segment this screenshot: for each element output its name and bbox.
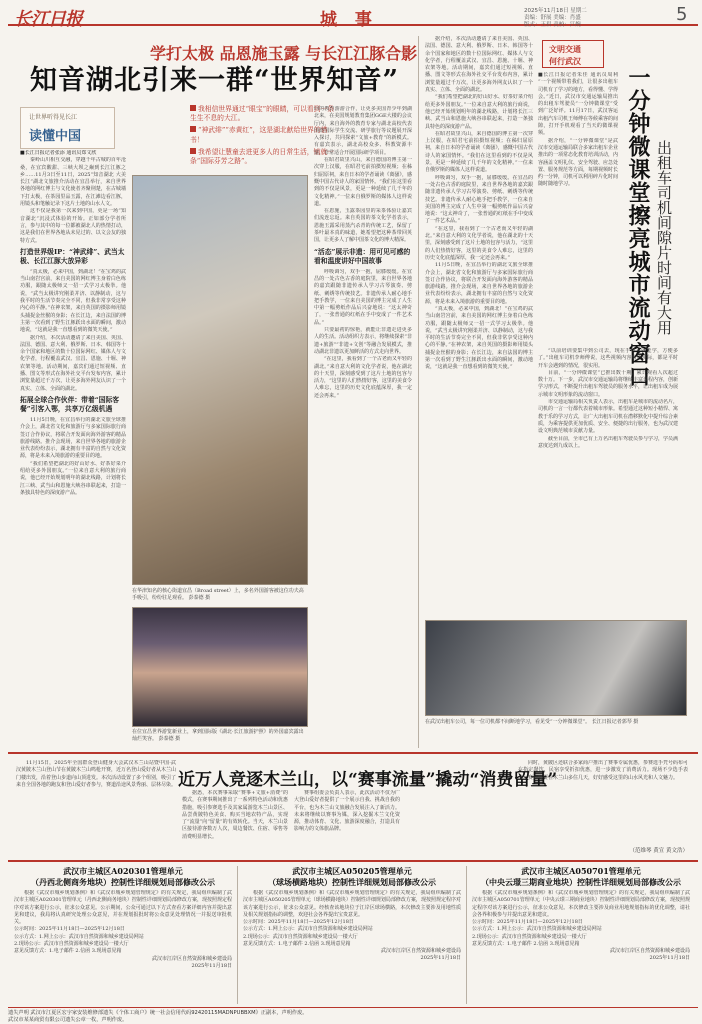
column-text-1 bbox=[538, 72, 618, 347]
subhead: 打造世界级IP：“神武绯”、武当太极、长江江豚大放异彩 bbox=[20, 247, 125, 265]
paragraph: 在恩施，玉露茶园里的采茶体验让嘉宾们流连忘返。来自英国的茶文化学者表示，恩施玉露采用蒸汽杀青的传统工艺，保留了茶叶最本真的味道，她希望把这种茶带回英国，让更多人了解中国茶文化的博大精深。 bbox=[314, 208, 412, 244]
notice-title: 武汉市主城区A020301管理单元 （丹西北侧商务地块）控制性详细规划局部修改公示 bbox=[31, 866, 215, 887]
paragraph: “在这里，我看到了一个古老而又年轻的湖北。”来自意大利的文化学者说，他在湖北的十天里，深刻感受到了这片土地的包容与活力，“这里的人们热情好客，这里的美食令人难忘，这里的历史文化底蕴深厚，我一定还会再来。” bbox=[314, 356, 412, 399]
header-meta bbox=[524, 8, 587, 29]
badge-line-2: 读懂中国 bbox=[29, 129, 82, 144]
notice-org: 武汉市江岸区自然资源和城乡建设局 bbox=[609, 948, 690, 955]
news2-headline: 近万人竞逐木兰山，以“赛事流量”撬动“消费留量” bbox=[178, 770, 558, 790]
paragraph: 同的教育游游合作，让更多美国青少年到湖北来，在美国规划教育集团GGE大楼的会议厅内，来自海外的教育专家与湖北高校代表围绕国际学生交流、研学旅行等议题展开深入探讨，共同探索“文旅+教育”的新模式。有嘉宾表示，湖北高校众多、科教资源丰富，非常适合开展国际研学项目。 bbox=[314, 106, 412, 156]
paragraph: 11月5日晚，在宜昌举行的湖北文旅全球推介会上，湖北省文化和旅游厅与多家国际旅行商签订合作协议，将联合开发面向海外游客的精品旅游线路。推介会现场，来自世界各地的旅游企业代表纷纷表示，湖北拥有丰富的自然与文化资源，将是未来入境旅游的重要目的地。 bbox=[20, 416, 126, 460]
photo-passport bbox=[132, 607, 308, 727]
classified-footer bbox=[8, 1007, 698, 1021]
notice-date: 2025年11月18日 bbox=[420, 955, 461, 962]
editors-2: 版式：王眉 责校：江婉 bbox=[524, 22, 581, 28]
photo-kungfu bbox=[132, 175, 308, 585]
notice-body: 根据《武汉市城乡规划条例》和《武汉市城乡规划管理规定》的有关规定，我局组织编制了武汉市主城区A050701管理单元（中央云璟三期商业地块）控制性详细规划局部修改方案，现按照规定程序对该方案进行公示，征求公众意见。本次修改主要涉及商业用地规划指标的优化调整，请社会各界积极参与并提出意见和建议。 bbox=[472, 890, 690, 918]
highlight-quote: 我相信世界通过“眼宝”的眼睛，可以看到一条生生不息的大江。 bbox=[190, 105, 335, 123]
bullet-icon bbox=[190, 105, 196, 111]
news2-col-1 bbox=[16, 760, 176, 856]
column-divider bbox=[418, 36, 419, 748]
column-text-2 bbox=[538, 348, 678, 616]
bullet-icon bbox=[190, 148, 196, 154]
paragraph: 截至目前，全市已有上万名出租车驾驶员参与学习，学员满意度达到九成以上。 bbox=[538, 435, 678, 449]
news2-author: （范维琴 黄宣 黄文浩） bbox=[629, 848, 688, 854]
subhead: 拓展全球合作伙伴：带着“国际客餐”引客入鄂，共享万亿级机遇 bbox=[20, 395, 120, 413]
paragraph: 11月5日晚，在宜昌举行的湖北文旅全球推介会上，湖北省文化和旅游厅与多家国际旅行商签订合作协议，将联合开发面向海外游客的精品旅游线路。推介会现场，来自世界各地的旅游企业代表纷纷表示，湖北拥有丰富的自然与文化资源，将是未来入境旅游的重要目的地。 bbox=[425, 262, 533, 305]
bullet-icon bbox=[190, 126, 196, 132]
column-badge bbox=[20, 107, 115, 149]
column-divider bbox=[466, 866, 467, 1004]
page-number: 5 bbox=[676, 4, 688, 25]
lead-col-1 bbox=[20, 150, 126, 744]
editors: 责编：舒展 美编：肖盛 bbox=[524, 15, 581, 21]
paragraph: 目前，“一分钟微课堂”已推出数十期，累计观看人次超过数十万。下一步，武汉市交通运输局将继续丰富课程内容，创新学习形式，不断提升出租车驾驶员的服务水平，让出租车成为展示城市文明形象的流动窗口。 bbox=[538, 369, 678, 398]
paragraph: 同时，黄陂区还联合多家商户推出了赛事专属优惠，参赛选手凭号码布可在指定餐饮、民宿享受折扣优惠，进一步激发了消费活力。现场不少选手表示，赛后还要在木兰山多住几天，好好感受这里的山水风光和人文魅力。 bbox=[518, 760, 688, 781]
paragraph: ■长江日报记者朱佳 通讯员周利 “一个视频带着我们，让很多出租车司机有了学习的地方，看得懂、学得会。”近日，武汉市交通运输局推出的出租车驾驶员“一分钟微课堂”受到广泛好评。11月17日，武汉客运出租汽车司机王师傅在等候乘客的间隙，打开手机观看了当天的微课视频。 bbox=[538, 72, 618, 137]
column-divider bbox=[237, 866, 238, 1004]
paragraph: 只要最初的惊艳，就能让非遗走进更多人的生活。活动组织方表示，将继续探索“非遗+旅游”“非遗+文创”等融合发展模式，推动湖北非遗以更加鲜活的方式走向世界。 bbox=[314, 327, 412, 355]
badge-line-1: 文明交通 bbox=[549, 44, 581, 54]
paragraph: “真太极，必来中国，到湖北！”在宝鸡的武当山南岩宫前，来自美国的网红博主身着白色练功服，跟随太极师父一招一式学习太极拳。他说，“武当太极讲究刚柔并济、以静制动，这与我平时的生活节奏完全不同，但我非常享受这种内心的平静。”在神农架，来自英国的摄影师用镜头捕捉金丝猴的身影；在长江边，来自法国的博主第一次看到了野生江豚跃出水面的瞬间，激动地说，“这就是我一直想看到的微笑天使。” bbox=[20, 268, 126, 334]
paragraph: “我们希望把湖北的好山好水、好茶好菜介绍给更多外国朋友。”一位来自意大利的旅行商说，他已经开始规划明年的湖北线路，计划将长江三峡、武当山和恩施大峡谷串联起来，打造一条独具特色的深度游产品。 bbox=[425, 94, 533, 130]
photo-caption: 在武汉出租车公司，每一位司机都不间断地学习，看见受“一分钟微课堂”。 长江日报记者郭琴 摄 bbox=[425, 719, 639, 725]
paragraph: 这不仅是我第一次来到中国，更是一场“知音湖北”沉浸式体验的开始。正如部分学者所言，参与其中的每一位都被湖北人的热情打动，这是我们在世界各地从未见过的、以文会友的独特方式。 bbox=[20, 208, 126, 244]
dateline: ■长江日报记者张添 通讯员郑文欣 bbox=[20, 150, 97, 156]
paragraph: 据介绍，本次活动邀请了来自美国、英国、法国、德国、意大利、俄罗斯、日本、韩国等十余个国家和地区的数十位国际网红、媒体人与文化学者，行程覆盖武汉、宜昌、恩施、十堰、神农架等地。活动期间，嘉宾们通过短视频、直播、图文等形式在海外社交平台发布内容，累计浏览量超过千万次，让更多海外网友认识了一个真实、立体、全面的湖北。 bbox=[20, 334, 126, 392]
notice-body: 根据《武汉市城乡规划条例》和《武汉市城乡规划管理规定》的有关规定，我局组织编制了武汉市主城区A050205管理单元（球场横路地块）控制性详细规划局部修改方案，现按照规定程序对该方案进行公示，征求公众意见。经核查该地块位于江岸区球场横路，本次修改主要涉及用地性质及相关规划指标的调整，欢迎社会各界提出宝贵意见。 bbox=[243, 890, 461, 918]
notice-title: 武汉市主城区A050205管理单元 （球场横路地块）控制性详细规划局部修改公示 bbox=[268, 866, 436, 887]
paragraph: 市交通运输局相关负责人表示，出租车是城市的流动名片，司机的一言一行都代表着城市形象。希望通过这种短小精悍、寓教于乐的学习方式，让广大出租车司机在潜移默化中提升综合素质，为乘客提供更加优质、安全、便捷的出行服务，也为武汉建设文明典范城市贡献力量。 bbox=[538, 399, 678, 435]
paragraph: 11月15日，2025年全国群众登山健身大会武汉木兰山站暨中国·武汉黄陂木兰山登山节在黄陂木兰山鸣枪开赛，近万名登山爱好者从木兰山门楼出发，沿着登山步道向山顶进发。本次活动设置了多个组别，吸引了来自全国各地的跑友和登山爱好者参与，赛道沿途风景秀丽、层林尽染。 bbox=[16, 760, 176, 788]
paragraph: “以前培训要集中到公司去，现在手机上就能学，方便多了。”出租车司机李师傅说，这些视频内容贴近实际，都是平时开车会遇到的情况，很实用。 bbox=[538, 348, 678, 369]
paragraph: 在昭君故里兴山，来自德国的博主第一次穿上汉服，在昭君宅前拍摄短视频；在秭归屈原祠，来自日本的学者诵读《离骚》，感慨中国古代诗人的家国情怀。“我们在这里看到的不仅是风景，更是一种延续了几千年的文化精神。”一位来自俄罗斯的媒体人这样说道。 bbox=[425, 130, 533, 174]
paragraph: “真太极，必来中国，到湖北！”在宝鸡的武当山南岩宫前，来自美国的网红博主身着白色练功服，跟随太极师父一招一式学习太极拳。他说，“武当太极讲究刚柔并济、以静制动，这与我平时的生活节奏完全不同，但我非常享受这种内心的平静。”在神农架，来自英国的摄影师用镜头捕捉金丝猴的身影；在长江边，来自法国的博主第一次看到了野生江豚跃出水面的瞬间，激动地说，“这就是我一直想看到的微笑天使。” bbox=[425, 305, 533, 371]
notice-details: 公示时间：2025年11月18日—2025年12月18日 公示方式：1.网上公示：武汉市自然资源和城乡建设局网站 2.现场公示：武汉市自然资源和城乡建设局一楼大厅 意见反馈方式：1.电子邮件 2.信函 3.现场意见箱 bbox=[14, 926, 144, 955]
photo-caption: 在位宜昌世界游览新业上，拿到国际版《湖北·长江旅游护照》的外国嘉宾露出灿烂笑容。 彭泰德 摄 bbox=[132, 729, 304, 742]
notice-2 bbox=[243, 866, 461, 1004]
photo-taxi-drivers bbox=[425, 620, 687, 716]
column-subheadline: 出租车司机间隙片时间有大用 bbox=[655, 140, 673, 335]
paragraph: 据介绍，本次活动邀请了来自美国、英国、法国、德国、意大利、俄罗斯、日本、韩国等十余个国家和地区的数十位国际网红、媒体人与文化学者，行程覆盖武汉、宜昌、恩施、十堰、神农架等地。活动期间，嘉宾们通过短视频、直播、图文等形式在海外社交平台发布内容，累计浏览量超过千万次，让更多海外网友认识了一个真实、立体、全面的湖北。 bbox=[425, 36, 533, 94]
notice-org: 武汉市江岸区自然资源和城乡建设局 bbox=[380, 948, 461, 955]
badge-line-2: 何行武汉 bbox=[549, 56, 581, 66]
lead-subtitle: 学打太极 品恩施玉露 与长江江豚合影 bbox=[150, 44, 418, 63]
notice-date: 2025年11月18日 bbox=[649, 955, 690, 962]
paragraph: “在这里，我看到了一个古老而又年轻的湖北。”来自意大利的文化学者说，他在湖北的十天里，深刻感受到了这片土地的包容与活力，“这里的人们热情好客，这里的美食令人难忘，这里的历史文化底蕴深厚，我一定还会再来。” bbox=[425, 225, 533, 261]
newspaper-logo: 长江日报 bbox=[14, 9, 82, 30]
section-divider bbox=[8, 752, 698, 754]
notice-3 bbox=[472, 866, 690, 1004]
paragraph: 赛事组委会负责人表示，此次活动不仅为广大登山爱好者提供了一个展示自我、挑战自我的平台，也为木兰山文旅融合发展注入了新活力。未来将继续以赛事为媒，深入挖掘木兰文化资源，推动体育、文化、旅游深度融合，打造具有影响力的文体旅品牌。 bbox=[294, 790, 400, 833]
notice-org: 武汉市江岸区自然资源和城乡建设局 bbox=[151, 955, 232, 962]
badge-line-1: 让世界听得见长江 bbox=[29, 114, 78, 121]
notice-title: 武汉市主城区A050701管理单元 （中央云璟三期商业地块）控制性详细规划局部修改公示 bbox=[481, 866, 681, 887]
section-divider bbox=[8, 860, 698, 862]
lead-col-3 bbox=[314, 106, 412, 746]
paragraph: 据介绍，“一分钟微课堂”是武汉市交通运输局联合多家出租车企业推出的一项常态化教育培训活动，内容涵盖文明礼仪、安全驾驶、应急处置、服务规范等方面，每期视频时长约一分钟，司机可以利用碎片化时间随时随地学习。 bbox=[538, 137, 618, 188]
photo-caption: 在华津知名的核心街道宜昌（Broad street）上，多名外国游客被这位功夫高手吸引，纷纷驻足观看。 彭泰德 摄 bbox=[132, 588, 304, 601]
paragraph: 呼吸调匀，双手一抱，屈膝缓缓。在宜昌的一处古色古香的庭院里，来自世界各地的嘉宾跟随非遗传承人学习古琴演奏、剪纸、刺绣等传统技艺。非遗传承人耐心地手把手教学，一位来自美国的博主完成了人生中第一幅剪纸作品后兴奋地说：“这太神奇了，一张普通的红纸在手中变成了一件艺术品。” bbox=[425, 174, 533, 225]
paragraph: 据悉，本次赛事采取“赛事+文旅+消费”的模式，在赛事期间推出了一系列特色活动和优惠措施，吸引参赛选手及其家属游览木兰山景区、品尝黄陂特色美食、购买当地农特产品，实现了“流量”向“留量”的有效转化。当天，木兰山景区接待游客数万人次，周边餐饮、住宿、零售等消费明显增长。 bbox=[182, 790, 288, 840]
highlight-quote: “神武绯”“赤黄红”，这是湖北献给世界的惜书！ bbox=[190, 126, 328, 144]
notice-date: 2025年11月18日 bbox=[191, 962, 232, 969]
paragraph: 在昭君故里兴山，来自德国的博主第一次穿上汉服，在昭君宅前拍摄短视频；在秭归屈原祠，来自日本的学者诵读《离骚》，感慨中国古代诗人的家国情怀。“我们在这里看到的不仅是风景，更是一种延续了几千年的文化精神。”一位来自俄罗斯的媒体人这样说道。 bbox=[314, 157, 412, 207]
notice-1 bbox=[14, 866, 232, 1004]
notice-details: 公示时间：2025年11月18日—2025年12月18日 公示方式：1.网上公示：武汉市自然资源和城乡建设局网站 2.现场公示：武汉市自然资源和城乡建设局一楼大厅 意见反馈方式：1.电子邮件 2.信函 3.现场意见箱 bbox=[243, 919, 373, 948]
news2-body bbox=[182, 790, 512, 856]
section-title: 城 事 bbox=[320, 10, 378, 30]
masthead bbox=[8, 4, 698, 30]
column-badge-civil bbox=[542, 40, 604, 68]
notice-details: 公示时间：2025年11月18日—2025年12月18日 公示方式：1.网上公示：武汉市自然资源和城乡建设局网站 2.现场公示：武汉市自然资源和城乡建设局一楼大厅 意见反馈方式：1.电子邮件 2.信函 3.现场意见箱 bbox=[472, 919, 602, 948]
column-text-left bbox=[425, 36, 533, 616]
footer-notice: 遗失声明 武汉市江夏区宏宇家安装维修部遗失《个体工商户》统一社会信用代码92420115MADNPUBBXM》正副本，声明作废。 武汉市某某商贸有限公司遗失公章一枚，声明作废。 bbox=[8, 1010, 308, 1023]
issue-date: 2025年11月18日 星期二 bbox=[524, 8, 587, 14]
paragraph: “我们希望把湖北的好山好水、好茶好菜介绍给更多外国朋友。”一位来自意大利的旅行商说，他已经开始规划明年的湖北线路，计划将长江三峡、武当山和恩施大峡谷串联起来，打造一条独具特色的深度游产品。 bbox=[20, 460, 126, 496]
highlight-quote: 我希望让慧童去进更多人的日常生活，铺就一条“国际芬芳之路”。 bbox=[190, 147, 334, 166]
subhead: “活态”展示非遗：用可见可感的看和温度讲好中国故事 bbox=[314, 247, 411, 265]
paragraph: 秦岭山川相互交融，穿越千年古城的百年沧桑，在宜宾酸甜、三峡大坝之巅到长江江豚之乡……11月3日至11日，2025“知音湖北 大美长江”湖北文旅推介活动在宜昌举行，来自世界各地的网红博主与文化使者齐聚荆楚，在古城墙下打太极，在茶园里品玉露，在江滩边看江豚，用镜头和笔触记录下这片土地的山水人文。 bbox=[20, 157, 126, 208]
notice-body: 根据《武汉市城乡规划条例》和《武汉市城乡规划管理规定》的有关规定，我局组织编制了武汉市主城区A020301管理单元（丹西北侧商务地块）控制性详细规划局部修改方案，现按照规定程序对该方案进行公示，征求公众意见。公示期间，公众可通过以下方式查看方案详细内容并提出意见和建议，我局将认真研究处理公众意见，并在规划报批时将公众意见处理情况一并报送审批机关。 bbox=[14, 890, 232, 926]
news2-col-last bbox=[518, 760, 688, 846]
paragraph: 呼吸调匀，双手一抱，屈膝缓缓。在宜昌的一处古色古香的庭院里，来自世界各地的嘉宾跟随非遗传承人学习古琴演奏、剪纸、刺绣等传统技艺。非遗传承人耐心地手把手教学，一位来自美国的博主完成了人生中第一幅剪纸作品后兴奋地说：“这太神奇了，一张普通的红纸在手中变成了一件艺术品。” bbox=[314, 268, 412, 326]
lead-headline: 知音湖北引来一群“世界知音” bbox=[30, 65, 400, 96]
column-headline: 一分钟微课堂擦亮城市流动窗口 bbox=[625, 66, 651, 388]
